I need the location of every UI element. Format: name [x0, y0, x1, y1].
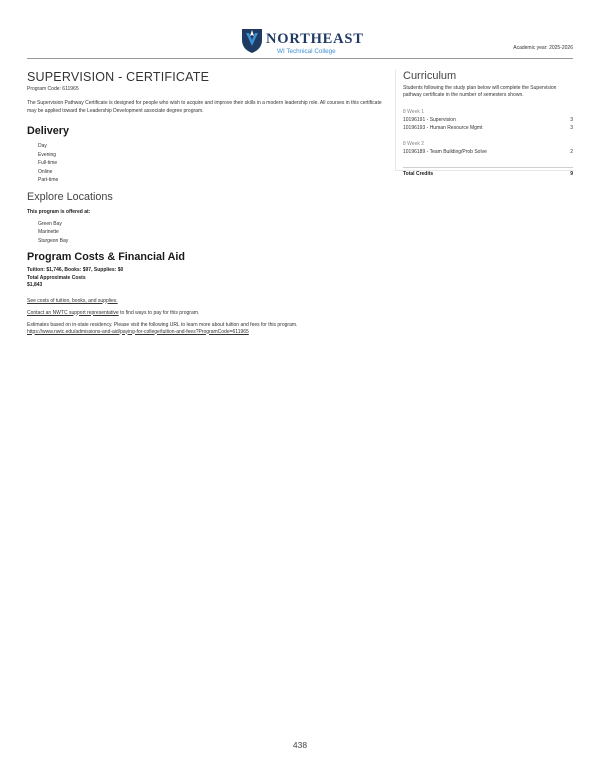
page-title: SUPERVISION - CERTIFICATE: [27, 70, 210, 84]
total-costs-value: $1,843: [27, 282, 43, 288]
delivery-heading: Delivery: [27, 125, 70, 137]
page-number: 438: [292, 740, 308, 750]
curriculum-panel: [403, 70, 573, 177]
logo-subtitle: WI Technical College: [277, 48, 336, 55]
course-name: 10196191 - Supervision: [403, 117, 456, 123]
page-header: [27, 24, 573, 59]
course-name: 10196189 - Team Building/Prob Solve: [403, 149, 487, 155]
curriculum-heading: Curriculum: [403, 70, 457, 82]
delivery-list: [38, 142, 382, 185]
list-item: Full-time: [38, 160, 58, 166]
list-item: Part-time: [38, 177, 59, 183]
program-code: Program Code: 611965: [27, 86, 79, 92]
locations-list: [38, 220, 382, 246]
locations-heading: Explore Locations: [27, 190, 113, 203]
costs-heading: Program Costs & Financial Aid: [27, 251, 185, 263]
list-item: Sturgeon Bay: [38, 237, 69, 244]
list-item: Evening: [38, 151, 57, 158]
curriculum-intro: Students following the study plan below will complete the Supervision pathway certificate in the number of semesters shown.: [403, 85, 557, 98]
program-details: [27, 70, 382, 336]
costs-summary: [27, 267, 382, 290]
term-label: 8 Week 2: [403, 141, 425, 147]
course-credits: 3: [570, 125, 573, 131]
program-description: The Supervision Pathway Certificate is designed for people who wish to acquire and improve their skills in a modern leadership role. All courses in this certificate may be applied toward the Leadership Development associate degree program.: [27, 100, 382, 114]
list-item: Online: [38, 168, 53, 175]
support-contact-link[interactable]: Contact an NWTC support representative: [27, 309, 119, 316]
course-row: [403, 117, 573, 123]
shield-logo-icon: [241, 27, 263, 54]
total-costs-label: Total Approximate Costs: [27, 274, 86, 281]
total-credits-value: 9: [570, 171, 573, 177]
costs-breakdown: Tuition: $1,746, Books: $97, Supplies: $0: [27, 267, 124, 273]
course-name: 10196193 - Human Resource Mgmt: [403, 125, 483, 131]
course-row: [403, 149, 573, 155]
total-credits-row: [403, 167, 573, 177]
total-credits-label: Total Credits: [403, 171, 434, 177]
offered-label: This program is offered at:: [27, 208, 91, 215]
course-row: [403, 125, 573, 131]
tuition-url-link[interactable]: https://www.nwtc.edu/admissions-and-aid/paying-for-college/tuition-and-fees?ProgramCode=611965: [27, 328, 249, 335]
list-item: Marinette: [38, 229, 59, 235]
estimates-note: Estimates based on in-state residency. Please visit the following URL to learn more about tuition and fees for this program.: [27, 321, 298, 328]
course-credits: 3: [570, 117, 573, 123]
course-credits: 2: [570, 149, 573, 155]
costs-link[interactable]: See costs of tuition, books, and supplies.: [27, 297, 118, 304]
support-link-suffix: to find ways to pay for this program.: [118, 309, 200, 316]
list-item: Day: [38, 143, 47, 149]
list-item: Green Bay: [38, 220, 62, 227]
logo-wordmark: NORTHEAST: [266, 31, 364, 47]
academic-year: Academic year: 2025-2026: [513, 45, 573, 51]
term-label: 8 Week 1: [403, 109, 425, 115]
